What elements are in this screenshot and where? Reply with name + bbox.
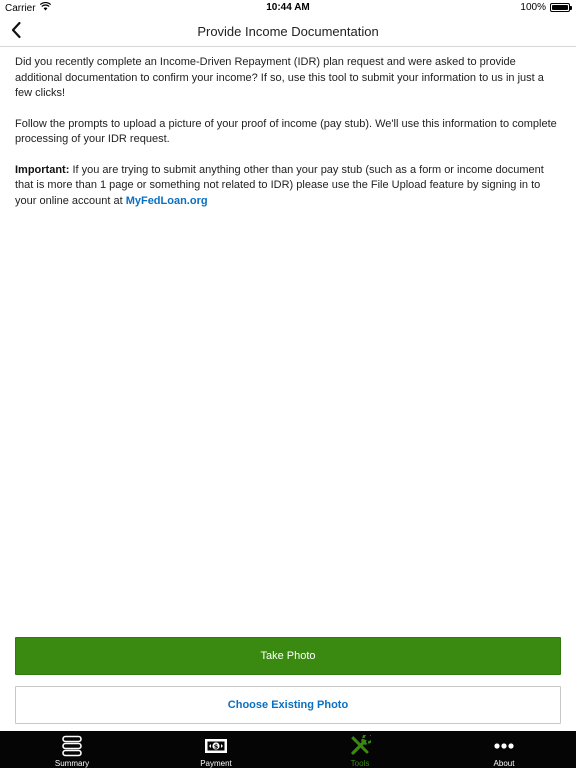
tab-summary[interactable] <box>0 731 144 768</box>
tab-tools-label: Tools <box>350 759 370 768</box>
status-time: 10:44 AM <box>266 2 310 13</box>
battery-percent: 100% <box>520 2 546 13</box>
more-icon <box>492 735 516 757</box>
tools-icon <box>348 735 372 757</box>
payment-icon <box>204 735 228 757</box>
navigation-bar <box>0 16 576 47</box>
tab-summary-label: Summary <box>54 759 90 768</box>
instructions-paragraph: Follow the prompts to upload a picture of your proof of income (pay stub). We'll use this information to complete processing of your IDR request. <box>15 117 557 145</box>
important-label: Important: <box>15 163 70 176</box>
tab-about-label: About <box>493 759 515 768</box>
status-bar <box>0 0 576 16</box>
take-photo-button[interactable]: Take Photo <box>15 637 561 675</box>
page-title: Provide Income Documentation <box>197 24 379 39</box>
choose-existing-photo-button[interactable]: Choose Existing Photo <box>15 686 561 724</box>
svg-text:$: $ <box>213 742 219 751</box>
tab-bar <box>0 731 576 768</box>
tab-payment-label: Payment <box>200 759 232 768</box>
battery-icon <box>550 3 570 12</box>
instructions-content <box>15 55 561 224</box>
summary-icon <box>60 735 84 757</box>
tab-tools[interactable] <box>288 731 432 768</box>
myfedloan-link[interactable]: MyFedLoan.org <box>125 194 208 207</box>
tab-payment[interactable] <box>144 731 288 768</box>
important-text: If you are trying to submit anything other than your pay stub (such as a form or income document that is more than 1 page or something not related to IDR) please use the File Upload feature by signing in to your online account at <box>15 163 544 207</box>
tab-about[interactable] <box>432 731 576 768</box>
status-right <box>520 2 570 13</box>
important-paragraph <box>15 163 561 210</box>
battery-fill <box>552 5 568 10</box>
intro-paragraph: Did you recently complete an Income-Driven Repayment (IDR) plan request and were asked to provide additional documentation to confirm your income? If so, use this tool to submit your information to us in just a few clicks! <box>15 56 544 99</box>
carrier-label: Carrier <box>5 2 36 14</box>
